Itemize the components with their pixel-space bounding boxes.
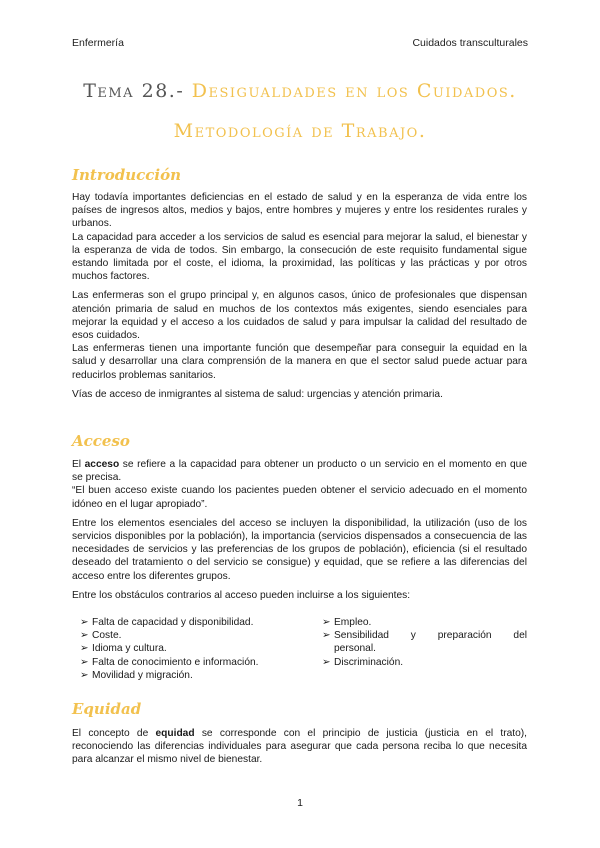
list-item-text: Coste. (92, 630, 122, 642)
bullet-arrow-icon: ➢ (80, 617, 89, 628)
bullet-arrow-icon: ➢ (80, 630, 89, 642)
intro-paragraph-1: Hay todavía importantes deficiencias en el estado de salud y en la esperanza de vida entre los países de ingresos altos, medios y bajos, entre hombres y mujeres y entre los residentes rurales y urbanos. (72, 192, 527, 230)
intro-paragraph-2: La capacidad para acceder a los servicios de salud es esencial para mejorar la salud, el bienestar y la esperanza de vida de todos. Sin embargo, la consecución de este requisito fundamental sigue estando limitada por el coste, el idioma, la proximidad, las políticas y las prácticas y por otros muchos factores. (72, 231, 527, 283)
bullet-arrow-icon: ➢ (80, 656, 89, 668)
section-heading-acceso: Acceso (72, 432, 130, 450)
intro-paragraph-3: Las enfermeras son el grupo principal y, en algunos casos, único de profesionales que dispensan atención primaria de salud en muchos de los contextos más exigentes, siendo esenciales para mejorar la equidad y el acceso a los cuidados de salud y para impulsar la calidad del resultado de esos cuidados. (72, 290, 527, 342)
list-item-text: Sensibilidad y preparación del (334, 630, 527, 642)
section-heading-introduccion: Introducción (72, 166, 182, 184)
acceso-paragraph-1 (72, 458, 527, 484)
section-heading-equidad: Equidad (72, 700, 142, 718)
list-item (80, 616, 310, 629)
acceso-term: acceso (84, 459, 120, 470)
header-topic: Cuidados transculturales (412, 37, 528, 49)
list-item-text: Discriminación. (334, 656, 404, 668)
acceso-paragraph-2: “El buen acceso existe cuando los pacientes pueden obtener el servicio adecuado en el momento idóneo en el lugar apropiado”. (72, 485, 527, 510)
list-item (322, 616, 527, 629)
equidad-paragraph-1 (72, 727, 527, 767)
page-number: 1 (297, 797, 303, 809)
acceso-paragraph-3: Entre los elementos esenciales del acceso se incluyen la disponibilidad, la utilización (uso de los servicios disponibles por la población), la importancia (servicios dispensados a consecuencia de las necesidades de servicios y las preferencias de los grupos de población), eficiencia (si el resultado deseado del tratamiento o del servicio se consigue) y equidad, que se refiere a las diferencias del acceso entre los diferentes grupos. (72, 517, 527, 582)
equidad-text (72, 727, 527, 767)
list-item (80, 642, 310, 655)
intro-text (72, 191, 527, 401)
bullet-arrow-icon: ➢ (80, 669, 89, 681)
intro-paragraph-5: Vías de acceso de inmigrantes al sistema de salud: urgencias y atención primaria. (72, 388, 443, 400)
equidad-p1-pre: El concepto de (72, 728, 156, 739)
acceso-text (72, 458, 527, 602)
list-item (80, 629, 310, 642)
title-main: Desigualdades en los Cuidados. (184, 80, 517, 102)
acceso-p1-pre: El (72, 459, 85, 470)
bullet-arrow-icon: ➢ (322, 630, 331, 642)
list-item-continuation (322, 642, 527, 655)
acceso-p1-post: se refiere a la capacidad para obtener un producto o un servicio en el momento en que se precisa. (72, 459, 527, 484)
list-item-text: Falta de conocimiento e información. (92, 656, 259, 668)
obstacles-list-left (80, 616, 310, 682)
list-item (80, 669, 310, 682)
bullet-arrow-icon: ➢ (80, 643, 89, 655)
list-item-text: Empleo. (334, 617, 372, 628)
title-prefix: Tema 28.- (83, 80, 185, 102)
bullet-arrow-icon: ➢ (322, 617, 331, 628)
header-subject: Enfermería (72, 37, 124, 49)
list-item-text: Movilidad y migración. (92, 669, 193, 681)
acceso-paragraph-4: Entre los obstáculos contrarios al acceso pueden incluirse a los siguientes: (72, 589, 411, 601)
equidad-p1-post: se corresponde con el principio de justicia (justicia en el trato), reconociendo las diferencias individuales para asegurar que cada persona reciba lo que necesita para alcanzar el mismo nivel de bienestar. (72, 728, 527, 766)
intro-paragraph-4: Las enfermeras tienen una importante función que desempeñar para conseguir la equidad en la salud y desarrollar una clara comprensión de la manera en que el sector salud puede actuar para reducirlos problemas sanitarios. (72, 343, 527, 381)
list-item (322, 629, 527, 642)
equidad-term: equidad (155, 728, 195, 739)
page-title-line-1 (60, 80, 540, 102)
page-title-line-2: Metodología de Trabajo. (173, 120, 427, 142)
list-item-text: Idioma y cultura. (92, 643, 167, 655)
bullet-arrow-icon: ➢ (322, 656, 331, 668)
list-item-text: Falta de capacidad y disponibilidad. (92, 617, 254, 628)
list-item (80, 656, 310, 669)
obstacles-list-right (322, 616, 527, 669)
list-item (322, 656, 527, 669)
list-item-text: personal. (334, 643, 376, 655)
